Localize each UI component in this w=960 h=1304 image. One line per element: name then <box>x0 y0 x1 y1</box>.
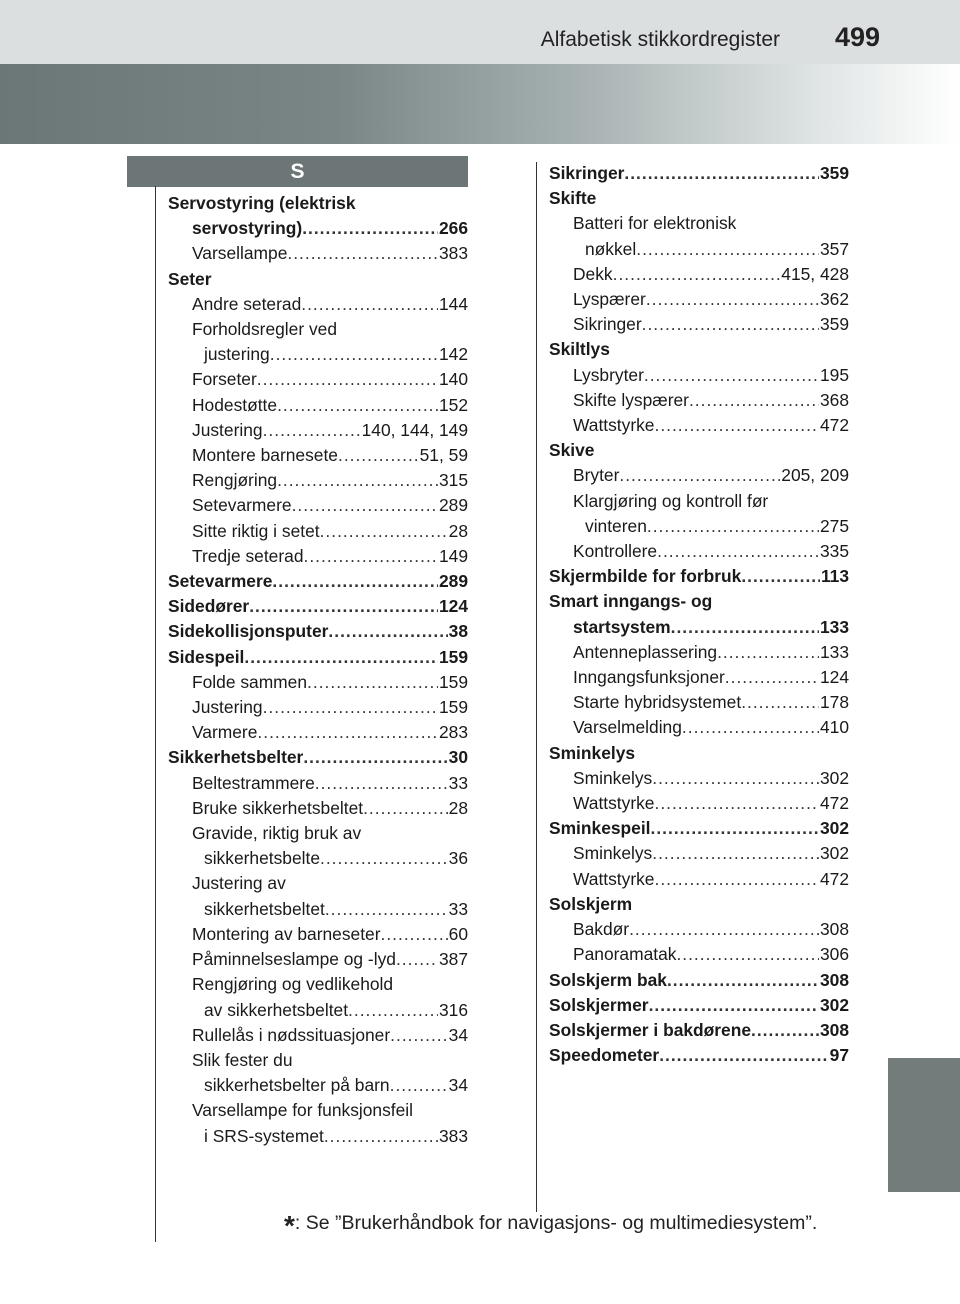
index-entry <box>549 262 849 287</box>
page-reference: 34 <box>448 1075 468 1096</box>
index-term: startsystem <box>573 616 671 637</box>
page-reference: 30 <box>448 747 468 768</box>
page-reference: 387 <box>438 949 468 970</box>
page-reference: 308 <box>819 1019 849 1040</box>
page-reference: 289 <box>438 495 468 516</box>
index-term: Wattstyrke <box>573 415 655 436</box>
dot-leader <box>741 690 819 715</box>
index-entry <box>549 993 849 1018</box>
dot-leader <box>671 615 819 640</box>
page-reference: 142 <box>438 344 468 365</box>
index-entry <box>549 388 849 413</box>
index-heading <box>549 489 849 514</box>
index-heading <box>168 267 468 292</box>
page-reference: 34 <box>448 1024 468 1045</box>
index-term: Sidespeil <box>168 646 245 667</box>
page-reference: 306 <box>819 944 849 965</box>
index-term: Servostyring (elektrisk <box>168 193 356 213</box>
page-reference: 149 <box>438 545 468 566</box>
index-heading <box>549 186 849 211</box>
dot-leader <box>277 393 438 418</box>
page-reference: 383 <box>438 243 468 264</box>
index-entry <box>168 443 468 468</box>
footnote-marker: * <box>284 1210 295 1241</box>
index-entry <box>168 216 468 241</box>
index-entry <box>168 519 468 544</box>
page-reference: 302 <box>819 767 849 788</box>
dot-leader <box>654 413 819 438</box>
index-term: Kontrollere <box>573 541 658 562</box>
page-reference: 302 <box>819 843 849 864</box>
page-reference: 60 <box>448 923 468 944</box>
page-reference: 302 <box>819 818 849 839</box>
index-term: Skiltlys <box>549 339 610 360</box>
page-reference: 36 <box>448 848 468 869</box>
index-entry <box>168 241 468 266</box>
page-reference: 33 <box>448 772 468 793</box>
index-term: Starte hybridsystemet <box>573 692 742 713</box>
index-term: Solskjermer i bakdørene <box>549 1019 752 1040</box>
dot-leader <box>636 237 819 262</box>
dot-leader <box>348 998 438 1023</box>
index-entry <box>549 463 849 488</box>
index-term: Tredje seterad <box>192 545 304 566</box>
index-term: Folde sammen <box>192 671 308 692</box>
dot-leader <box>303 745 447 770</box>
page-reference: 362 <box>819 289 849 310</box>
index-entry <box>168 796 468 821</box>
page-reference: 410 <box>819 717 849 738</box>
index-term: Montering av barneseter <box>192 923 381 944</box>
index-heading <box>549 337 849 362</box>
index-term: Sikkerhetsbelter <box>168 747 304 768</box>
index-column-left <box>168 191 468 1149</box>
page-reference: 195 <box>819 364 849 385</box>
index-entry <box>549 715 849 740</box>
index-term: Varsellampe <box>192 243 288 264</box>
index-term: Justering <box>192 697 263 718</box>
page-reference: 144 <box>438 293 468 314</box>
index-term: Sikringer <box>573 314 642 335</box>
page-reference: 383 <box>438 1125 468 1146</box>
index-entry <box>168 342 468 367</box>
dot-leader <box>302 216 438 241</box>
dot-leader <box>263 695 438 720</box>
index-heading <box>549 589 849 614</box>
index-entry <box>168 846 468 871</box>
index-entry <box>168 1124 468 1149</box>
page-reference: 302 <box>819 994 849 1015</box>
page-reference: 283 <box>438 722 468 743</box>
index-heading <box>168 1098 468 1123</box>
dot-leader <box>287 241 438 266</box>
index-entry <box>549 539 849 564</box>
header-title: Alfabetisk stikkordregister <box>540 28 780 51</box>
index-entry <box>549 564 849 589</box>
dot-leader <box>315 771 448 796</box>
dot-leader <box>304 544 438 569</box>
dot-leader <box>324 1124 438 1149</box>
index-entry <box>549 917 849 942</box>
page-reference: 51, 59 <box>419 445 468 466</box>
index-heading <box>168 1048 468 1073</box>
dot-leader <box>624 161 819 186</box>
index-term: Klargjøring og kontroll før <box>573 490 769 511</box>
index-heading <box>549 438 849 463</box>
index-entry <box>168 569 468 594</box>
page-reference: 159 <box>438 671 468 692</box>
index-entry <box>168 619 468 644</box>
index-entry <box>168 292 468 317</box>
index-term: Sikringer <box>549 163 625 183</box>
page-reference: 415, 428 <box>781 263 849 284</box>
index-term: Setevarmere <box>168 571 273 592</box>
index-term: av sikkerhetsbeltet <box>204 999 349 1020</box>
index-entry <box>549 287 849 312</box>
dot-leader <box>646 287 819 312</box>
index-term: Montere barnesete <box>192 445 338 466</box>
page-reference: 97 <box>829 1045 849 1066</box>
index-term: Sminkelys <box>573 843 653 864</box>
index-term: Varmere <box>192 722 258 743</box>
dot-leader <box>741 564 820 589</box>
section-letter: S <box>290 159 305 183</box>
page-reference: 178 <box>819 692 849 713</box>
index-entry <box>549 942 849 967</box>
index-term: Sitte riktig i setet <box>192 520 320 541</box>
dot-leader <box>396 947 438 972</box>
index-term: Sminkespeil <box>549 818 651 839</box>
footnote-text: : Se ”Brukerhåndbok for navigasjons- og multimediesystem”. <box>294 1212 818 1234</box>
index-heading <box>168 972 468 997</box>
dot-leader <box>717 640 819 665</box>
index-entry <box>549 690 849 715</box>
index-term: Varsellampe for funksjonsfeil <box>192 1100 414 1121</box>
index-term: Seter <box>168 268 212 289</box>
index-term: Skive <box>549 440 595 461</box>
page-reference: 140, 144, 149 <box>361 419 468 440</box>
index-term: Lysbryter <box>573 364 644 385</box>
index-term: Gravide, riktig bruk av <box>192 823 362 844</box>
page-reference: 357 <box>819 238 849 259</box>
index-term: Sidedører <box>168 596 250 617</box>
index-entry <box>168 1073 468 1098</box>
page-reference: 113 <box>820 566 849 587</box>
index-entry <box>168 418 468 443</box>
index-term: Solskjermer <box>549 994 649 1015</box>
dot-leader <box>619 463 780 488</box>
index-term: Justering <box>192 419 263 440</box>
index-entry <box>168 998 468 1023</box>
index-term: Rengjøring <box>192 470 278 491</box>
dot-leader <box>249 594 438 619</box>
index-entry <box>168 897 468 922</box>
index-term: Solskjerm bak <box>549 969 667 990</box>
dot-leader <box>652 841 819 866</box>
header-band <box>0 64 960 144</box>
index-term: Solskjerm <box>549 893 633 914</box>
index-term: Sminkelys <box>549 742 636 763</box>
dot-leader <box>725 665 819 690</box>
index-entry <box>168 594 468 619</box>
index-term: Rengjøring og vedlikehold <box>192 974 394 995</box>
index-term: Hodestøtte <box>192 394 278 415</box>
index-term: Wattstyrke <box>573 868 655 889</box>
index-term: Forholdsregler ved <box>192 319 337 340</box>
column-divider-left <box>155 186 156 1242</box>
dot-leader <box>654 791 819 816</box>
index-heading <box>168 821 468 846</box>
index-term: Speedometer <box>549 1045 660 1066</box>
index-entry <box>168 771 468 796</box>
page-reference: 124 <box>438 596 468 617</box>
index-term: Bruke sikkerhetsbeltet <box>192 797 364 818</box>
page-reference: 472 <box>819 415 849 436</box>
dot-leader <box>629 917 819 942</box>
index-heading <box>549 892 849 917</box>
dot-leader <box>320 846 448 871</box>
dot-leader <box>390 1073 448 1098</box>
page-reference: 315 <box>438 470 468 491</box>
page-reference: 133 <box>819 616 849 637</box>
dot-leader <box>244 645 438 670</box>
index-entry <box>549 312 849 337</box>
page-number: 499 <box>834 22 880 52</box>
index-term: Påminnelseslampe og -lyd <box>192 949 396 970</box>
index-term: Beltestrammere <box>192 772 315 793</box>
thumb-index-tab <box>888 1058 960 1192</box>
index-term: sikkerhetsbeltet <box>204 898 325 919</box>
index-term: Sidekollisjonsputer <box>168 621 329 642</box>
index-entry <box>549 841 849 866</box>
page-reference: 472 <box>819 868 849 889</box>
index-heading <box>168 191 468 216</box>
dot-leader <box>682 715 819 740</box>
index-entry <box>549 791 849 816</box>
page-reference: 359 <box>819 314 849 335</box>
index-entry <box>549 237 849 262</box>
index-entry <box>549 161 849 186</box>
index-term: Antenneplassering <box>573 641 718 662</box>
header-bar <box>0 0 960 64</box>
dot-leader <box>257 720 438 745</box>
dot-leader <box>272 569 438 594</box>
page-reference: 335 <box>819 541 849 562</box>
index-term: Lyspærer <box>573 289 646 310</box>
page-reference: 28 <box>448 797 468 818</box>
index-entry <box>168 947 468 972</box>
dot-leader <box>270 342 438 367</box>
dot-leader <box>263 418 361 443</box>
index-term: Skifte lyspærer <box>573 389 689 410</box>
index-term: justering <box>204 344 270 365</box>
dot-leader <box>651 816 819 841</box>
index-entry <box>168 1023 468 1048</box>
page-reference: 308 <box>819 919 849 940</box>
index-term: Skifte <box>549 188 597 209</box>
index-entry <box>168 922 468 947</box>
dot-leader <box>642 312 819 337</box>
index-heading <box>168 317 468 342</box>
index-term: Bryter <box>573 465 620 486</box>
page-reference: 140 <box>438 369 468 390</box>
dot-leader <box>363 796 448 821</box>
dot-leader <box>301 292 438 317</box>
index-term: Justering av <box>192 873 286 894</box>
index-term: Dekk <box>573 263 613 284</box>
index-term: Inngangsfunksjoner <box>573 667 725 688</box>
page-reference: 472 <box>819 793 849 814</box>
page-reference: 289 <box>438 571 468 592</box>
dot-leader <box>390 1023 448 1048</box>
index-term: Forseter <box>192 369 257 390</box>
index-term: Varselmelding <box>573 717 682 738</box>
index-entry <box>549 1043 849 1068</box>
dot-leader <box>307 670 438 695</box>
index-entry <box>549 968 849 993</box>
dot-leader <box>325 897 448 922</box>
dot-leader <box>647 514 819 539</box>
dot-leader <box>292 493 438 518</box>
dot-leader <box>277 468 438 493</box>
index-entry <box>549 665 849 690</box>
dot-leader <box>649 993 819 1018</box>
index-term: Wattstyrke <box>573 793 655 814</box>
index-entry <box>168 393 468 418</box>
dot-leader <box>613 262 781 287</box>
page-reference: 205, 209 <box>781 465 849 486</box>
index-entry <box>549 1018 849 1043</box>
dot-leader <box>676 942 819 967</box>
index-entry <box>549 363 849 388</box>
index-term: Setevarmere <box>192 495 292 516</box>
page-reference: 368 <box>819 389 849 410</box>
page-reference: 359 <box>819 163 849 183</box>
page-reference: 28 <box>448 520 468 541</box>
dot-leader <box>654 867 819 892</box>
section-letter-tab <box>127 156 468 187</box>
page-reference: 33 <box>448 898 468 919</box>
page-reference: 159 <box>438 646 468 667</box>
index-term: sikkerhetsbelte <box>204 848 320 869</box>
index-term: Slik fester du <box>192 1049 293 1070</box>
page-reference: 275 <box>819 515 849 536</box>
index-entry <box>168 544 468 569</box>
index-entry <box>168 645 468 670</box>
index-heading <box>168 871 468 896</box>
index-entry <box>549 766 849 791</box>
index-entry <box>549 867 849 892</box>
dot-leader <box>751 1018 819 1043</box>
index-term: vinteren <box>585 515 647 536</box>
index-entry <box>168 367 468 392</box>
index-term: Batteri for elektronisk <box>573 213 737 234</box>
index-entry <box>549 514 849 539</box>
index-term: Skjermbilde for forbruk <box>549 566 742 587</box>
dot-leader <box>338 443 419 468</box>
index-term: Smart inngangs- og <box>549 591 713 612</box>
dot-leader <box>667 968 819 993</box>
index-term: sikkerhetsbelter på barn <box>204 1075 390 1096</box>
index-entry <box>168 695 468 720</box>
dot-leader <box>644 363 819 388</box>
page-reference: 159 <box>438 697 468 718</box>
index-entry <box>168 493 468 518</box>
dot-leader <box>257 367 438 392</box>
index-entry <box>168 468 468 493</box>
index-entry <box>168 720 468 745</box>
page-reference: 316 <box>438 999 468 1020</box>
index-term: Andre seterad <box>192 293 302 314</box>
page-reference: 38 <box>448 621 468 642</box>
index-entry <box>168 745 468 770</box>
index-entry <box>549 413 849 438</box>
index-entry <box>549 816 849 841</box>
dot-leader <box>320 519 448 544</box>
dot-leader <box>381 922 448 947</box>
index-heading <box>549 741 849 766</box>
page-reference: 152 <box>438 394 468 415</box>
index-column-right <box>549 161 849 1068</box>
column-divider-middle <box>536 162 537 1212</box>
dot-leader <box>657 539 819 564</box>
index-term: Panoramatak <box>573 944 677 965</box>
dot-leader <box>689 388 819 413</box>
index-heading <box>549 211 849 236</box>
index-term: Rullelås i nødssituasjoner <box>192 1024 391 1045</box>
footnote <box>284 1210 817 1242</box>
page-reference: 266 <box>438 218 468 239</box>
index-entry <box>168 670 468 695</box>
index-entry <box>549 640 849 665</box>
index-entry <box>549 615 849 640</box>
index-term: servostyring) <box>192 218 303 239</box>
index-term: Bakdør <box>573 919 630 940</box>
dot-leader <box>328 619 447 644</box>
index-term: nøkkel <box>585 238 637 259</box>
dot-leader <box>652 766 819 791</box>
page-reference: 124 <box>819 667 849 688</box>
dot-leader <box>659 1043 828 1068</box>
page-reference: 308 <box>819 969 849 990</box>
index-term: i SRS-systemet <box>204 1125 324 1146</box>
index-term: Sminkelys <box>573 767 653 788</box>
page-reference: 133 <box>819 641 849 662</box>
